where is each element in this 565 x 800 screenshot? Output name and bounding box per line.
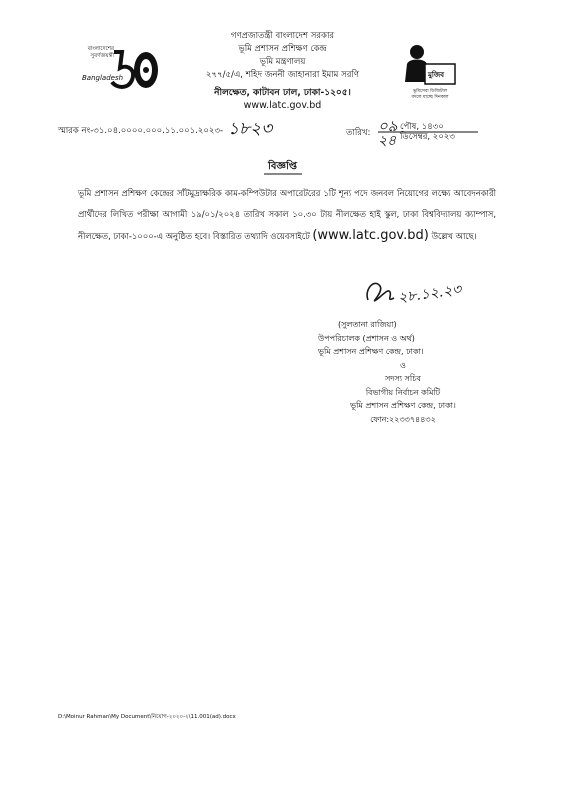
date-label: তারিখ: [346,128,371,138]
body-website-link[interactable]: (www.latc.gov.bd) [312,228,429,243]
phone-number: ফোন:২২৩৩৭৪৪৩২ [370,414,436,424]
body-main: ভূমি প্রশাসন প্রশিক্ষণ কেন্দ্রের সাঁটমুদ্রাক্ষরিক কাম-কম্পিউটার অপারেটরের ১টি শূন্য পদে জনবল নিয়োগের লক্ষ্যে আবেদনকারী প্রার্থীদের লিখিত পরীক্ষা আগামী ১৯/০১/২০২৪ তারিখ সকাল ১০.৩০ টায় নীলক্ষেত হাই স্কুল, ঢাকা বিশ্ববিদ্যালয় ক্যাম্পাস, নীলক্ষেত, ঢাকা-১০০০-এ অনুষ্ঠিত হবে। বিস্তারিত তথ্যাদি ওয়েবসাইটে [78,188,496,241]
committee-office: ভূমি প্রশাসন প্রশিক্ষণ কেন্দ্র, ঢাকা। [350,401,456,410]
address-city: নীলক্ষেত, কাটাবন ঢাল, ঢাকা-১২০৫। [214,88,351,98]
memo-handwritten: ১৮২৩ [228,119,273,139]
mujib-digital-logo [395,42,465,100]
portrait-badge-icon [395,42,465,88]
english-month-year: ডিসেম্বর, ২০২৩ [400,132,455,142]
signatory-designation: উপপরিচালক (প্রশাসন ও অর্থ) [318,333,415,343]
memo-number: স্মারক নং-৩১.০৪.০০০০.০০০.১১.০০১.২০২৩- [58,126,224,136]
logo-right-caption2: বদলে যাচ্ছে দিনকাল [411,95,449,100]
signature-scribble [360,270,400,310]
notice-body [78,183,496,247]
address-line: ২৭৭/৫/এ, শহিদ জননী জাহানারা ইমাম সরণি [206,70,359,80]
body-end: উল্লেখ আছে। [428,231,477,241]
signatory-name: (সুলতানা রাজিয়া) [338,320,397,329]
logo-right-caption1: ভূমিসেবা ডিজিটাল [412,89,448,94]
header-website: www.latc.gov.bd [243,100,322,111]
title-underline [264,173,302,175]
member-secretary: সদস্য সচিব [385,374,421,383]
signatory-block [318,318,488,426]
logo-left-bottom-text: Bangladesh [82,74,124,82]
logo-left-top-text: বাংলাদেশের সুবর্ণজয়ন্তী [87,46,114,59]
signatory-office: ভূমি প্রশাসন প্রশিক্ষণ কেন্দ্র, ঢাকা। [318,347,424,356]
bangla-day: ০৯ [378,117,398,135]
office-name: ভূমি প্রশাসন প্রশিক্ষণ কেন্দ্র [238,44,327,54]
file-path-footer: D:\Moinur Rahman\My Document\নিয়োগ-২০২০-২\11.001(ad).docx [58,714,236,720]
bangla-month-year: পৌষ, ১৪৩০ [400,122,444,132]
committee-name: বিভাগীয় নির্বাচন কমিটি [365,387,441,397]
english-day: ২৪ [378,133,397,149]
ministry-name: ভূমি মন্ত্রণালয় [259,57,306,67]
govt-name: গণপ্রজাতন্ত্রী বাংলাদেশ সরকার [230,31,335,41]
notice-title: বিজ্ঞপ্তি [267,161,298,172]
conjunction: ও [400,360,406,370]
badge-text: মুজিব [428,71,445,79]
signature-date: ২৮.১২.২৩ [397,281,463,307]
